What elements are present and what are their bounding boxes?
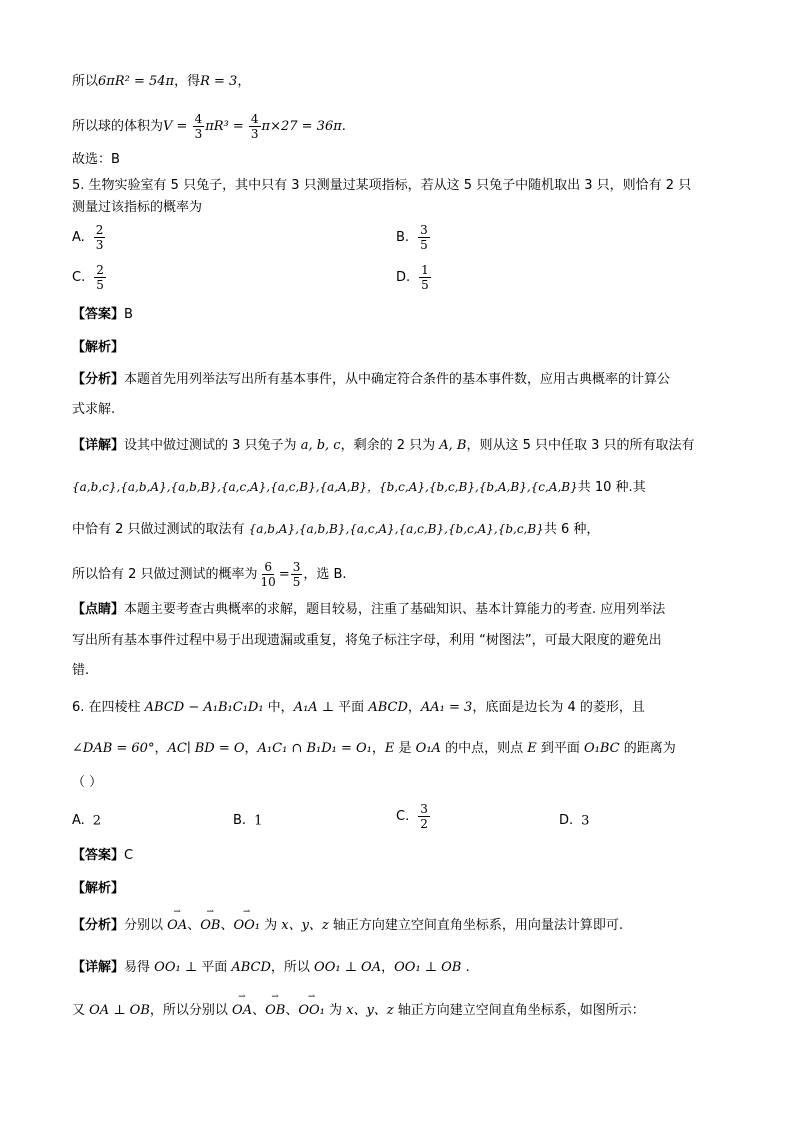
solution-line-1 (72, 73, 250, 91)
q5-dianjing-line-1: 【点睛】本题主要考查古典概率的求解，题目较易，注重了基础知识、基本计算能力的考查. 应用列举法 (72, 602, 666, 617)
q5-detail-line-3: 中恰有 2 只做过测试的取法有 {a,b,A},{a,b,B},{a,c,A},{a,c,B},{b,c,A},{b,c,B}共 6 种， (72, 522, 600, 537)
q5-answer: 【答案】B (72, 307, 133, 322)
q6-fenxi: 【分析】分别以 ⇀ OA、⇀ OB、⇀ OO₁ 为 x、y、z 轴正方向建立空间直角坐标系，用向量法计算即可. (72, 917, 623, 935)
q6-detail-line-1: 【详解】易得 OO₁ ⊥ 平面 ABCD，所以 OO₁ ⊥ OA，OO₁ ⊥ OB . (72, 960, 470, 975)
equation: π×27 = 36π (261, 119, 342, 134)
equation: 6πR² = 54π (98, 74, 175, 89)
q6-option-d: D. 3 (559, 813, 590, 829)
equation: R = 3 (200, 74, 238, 89)
equation: πR³ = (205, 119, 248, 134)
q5-fenxi-line-1: 【分析】本题首先用列举法写出所有基本事件，从中确定符合条件的基本事件数，应用古典概率的计算公 (72, 372, 671, 387)
q6-answer: 【答案】C (72, 848, 134, 863)
q6-detail-line-2: 又 OA ⊥ OB，所以分别以 ⇀ OA、⇀ OB、⇀ OO₁ 为 x、y、z 轴正方向建立空间直角坐标系，如图所示： (72, 1002, 645, 1020)
q5-option-c: C. $\frac{2}{5}$ (72, 263, 104, 292)
text: 所以球的体积为 (72, 119, 164, 134)
q5-analysis-tag: 【解析】 (72, 340, 125, 355)
q5-detail-line-2: {a,b,c},{a,b,A},{a,b,B},{a,c,A},{a,c,B},{a,A,B}，{b,c,A},{b,c,B},{b,A,B},{c,A,B}共 10 种.其 (72, 480, 646, 495)
q6-stem-line-2: ∠DAB = 60°，AC∣ BD = O，A₁C₁ ∩ B₁D₁ = O₁，E 是 O₁A 的中点，则点 E 到平面 O₁BC 的距离为 (72, 741, 676, 756)
q6-stem-line-1: 6. 在四棱柱 ABCD − A₁B₁C₁D₁ 中，A₁A ⊥ 平面 ABCD，AA₁ = 3，底面是边长为 4 的菱形，且 (72, 700, 645, 715)
text: 所以 (72, 74, 99, 89)
q5-detail-line-4: 所以恰有 2 只做过测试的概率为 $\frac{6}{10}$ = $\frac{3}{5}$ ，选 B. (72, 560, 347, 589)
q5-fenxi-line-2: 式求解. (72, 402, 116, 417)
q6-option-c: C. $\frac{3}{2}$ (396, 802, 428, 831)
q6-option-a: A. 2 (72, 813, 102, 829)
q6-blank: （ ） (72, 775, 103, 790)
q5-stem-line-2: 测量过该指标的概率为 (72, 200, 203, 215)
q6-option-b: B. 1 (233, 813, 263, 829)
q5-dianjing-line-3: 错. (72, 663, 90, 678)
q5-dianjing-line-2: 写出所有基本事件过程中易于出现遗漏或重复，将兔子标注字母，利用 “树图法”，可最大限度的避免出 (72, 633, 662, 648)
q5-option-a: A. $\frac{2}{3}$ (72, 223, 104, 252)
choice-line: 故选：B (72, 152, 120, 167)
fraction: $\frac{4}{3}$ (194, 112, 203, 141)
text: . (341, 119, 346, 134)
solution-line-2 (72, 112, 346, 141)
q5-detail-line-1: 【详解】设其中做过测试的 3 只兔子为 a, b, c，剩余的 2 只为 A, B，则从这 5 只中任取 3 只的所有取法有 (72, 438, 695, 453)
text: ， (237, 74, 251, 89)
q5-stem-line-1: 5. 生物实验室有 5 只兔子，其中只有 3 只测量过某项指标，若从这 5 只兔子中随机取出 3 只，则恰有 2 只 (72, 178, 692, 193)
equation: V = (163, 119, 192, 134)
fraction: $\frac{4}{3}$ (250, 112, 259, 141)
q5-option-d: D. $\frac{1}{5}$ (396, 263, 429, 292)
text: ，得 (174, 74, 201, 89)
q5-option-b: B. $\frac{3}{5}$ (396, 223, 428, 252)
q6-analysis-tag: 【解析】 (72, 881, 125, 896)
